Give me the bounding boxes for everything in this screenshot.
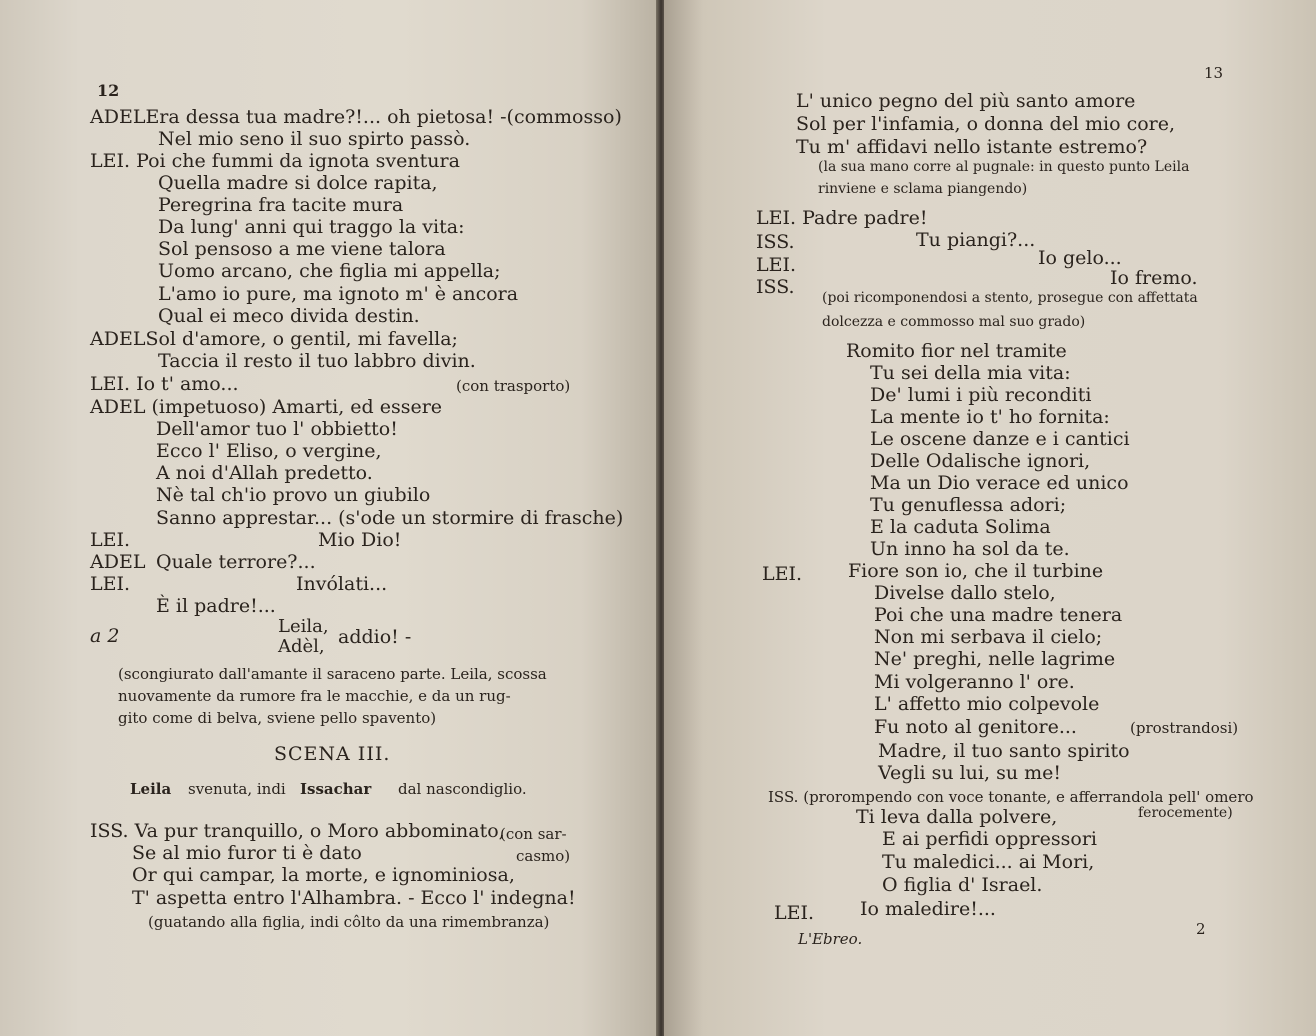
verse-line: Dell'amor tuo l' obbietto!: [156, 418, 398, 440]
verse-line: addio! -: [338, 626, 412, 648]
verse-line: Io fremo.: [1110, 267, 1198, 289]
stage-direction: ISS. (prorompendo con voce tonante, e afferrandola pell' omero: [768, 788, 1254, 806]
verse-line: Nel mio seno il suo spirto passò.: [158, 128, 471, 150]
verse-line: Non mi serbava il cielo;: [874, 626, 1103, 648]
verse-line: Mio Dio!: [318, 529, 402, 551]
speaker-label: a 2: [90, 625, 120, 647]
verse-line: Romito fior nel tramite: [846, 340, 1067, 362]
verse-line: Peregrina fra tacite mura: [158, 194, 404, 216]
stage-direction: (guatando alla figlia, indi côlto da una rimembranza): [148, 913, 550, 931]
verse-line: Se al mio furor ti è dato: [132, 842, 362, 864]
speaker-label: LEI.: [774, 902, 815, 924]
stage-direction: (con sar-: [500, 825, 567, 843]
stage-direction: ferocemente): [1138, 805, 1233, 821]
verse-line: Tu m' affidavi nello istante estremo?: [796, 136, 1148, 158]
verse-line: LEI. Io t' amo...: [90, 373, 239, 395]
verse-line: L' unico pegno del più santo amore: [796, 90, 1136, 112]
verse-line: Divelse dallo stelo,: [874, 582, 1056, 604]
verse-line: Le oscene danze e i cantici: [870, 428, 1130, 450]
verse-line: Fiore son io, che il turbine: [848, 560, 1104, 582]
scene-description: svenuta, indi: [188, 780, 286, 798]
verse-line: T' aspetta entro l'Alhambra. - Ecco l' indegna!: [132, 887, 576, 909]
stage-direction: (la sua mano corre al pugnale: in questo punto Leila: [818, 159, 1190, 175]
stage-direction: gito come di belva, sviene pello spavento): [118, 709, 437, 727]
verse-line: De' lumi i più reconditi: [870, 384, 1092, 406]
verse-line: Mi volgeranno l' ore.: [874, 671, 1075, 693]
verse-line: ADEL (impetuoso) Amarti, ed essere: [90, 396, 443, 418]
stage-direction: (prostrandosi): [1130, 719, 1239, 737]
verse-line: La mente io t' ho fornita:: [870, 406, 1110, 428]
name-stack: Adèl,: [278, 636, 325, 657]
stage-direction: (scongiurato dall'amante il saraceno parte. Leila, scossa: [118, 665, 547, 683]
verse-line: Ne' preghi, nelle lagrime: [874, 648, 1116, 670]
verse-line: Sanno apprestar... (s'ode un stormire di frasche): [156, 507, 624, 529]
verse-line: Quella madre si dolce rapita,: [158, 172, 438, 194]
verse-line: Sol pensoso a me viene talora: [158, 238, 446, 260]
verse-line: Da lung' anni qui traggo la vita:: [158, 216, 465, 238]
verse-line: Ma un Dio verace ed unico: [870, 472, 1129, 494]
name-stack: Leila,: [278, 616, 329, 637]
verse-line: Qual ei meco divida destin.: [158, 305, 420, 327]
speaker-label: ISS.: [756, 231, 795, 253]
speaker-label: LEI.: [762, 563, 803, 585]
speaker-label: LEI.: [90, 529, 131, 551]
verse-line: Uomo arcano, che figlia mi appella;: [158, 260, 501, 282]
verse-line: Ti leva dalla polvere,: [856, 806, 1058, 828]
verse-line: LEI. Padre padre!: [756, 207, 928, 229]
verse-line: Un inno ha sol da te.: [870, 538, 1070, 560]
page-number: 13: [1204, 64, 1224, 82]
verse-line: Tu sei della mia vita:: [870, 362, 1071, 384]
page-number: 12: [97, 81, 120, 100]
verse-line: L' affetto mio colpevole: [874, 693, 1100, 715]
stage-direction: rinviene e sclama piangendo): [818, 181, 1028, 197]
verse-line: Poi che una madre tenera: [874, 604, 1123, 626]
verse-line: L'amo io pure, ma ignoto m' è ancora: [158, 283, 519, 305]
verse-line: LEI. Poi che fummi da ignota sventura: [90, 150, 460, 172]
verse-line: Invólati...: [296, 573, 388, 595]
verse-line: Io gelo...: [1038, 247, 1122, 269]
verse-line: ISS. Va pur tranquillo, o Moro abbominato,: [90, 820, 505, 842]
verse-line: Or qui campar, la morte, e ignominiosa,: [132, 864, 515, 886]
speaker-label: LEI.: [90, 573, 131, 595]
character-name: Leila: [130, 780, 172, 798]
verse-line: E ai perfidi oppressori: [882, 828, 1097, 850]
right-page: [664, 0, 1316, 1036]
signature-mark: L'Ebreo.: [798, 930, 863, 948]
speaker-label: ISS.: [756, 276, 795, 298]
gathering-mark: 2: [1196, 920, 1206, 938]
verse-line: Vegli su lui, su me!: [878, 762, 1061, 784]
verse-line: Sol per l'infamia, o donna del mio core,: [796, 113, 1176, 135]
verse-line: Tu piangi?...: [916, 229, 1036, 251]
stage-direction: (poi ricomponendosi a stento, prosegue con affettata: [822, 290, 1198, 306]
verse-line: È il padre!...: [156, 595, 276, 617]
verse-line: Ecco l' Eliso, o vergine,: [156, 440, 382, 462]
verse-line: Madre, il tuo santo spirito: [878, 740, 1130, 762]
scene-description: dal nascondiglio.: [398, 780, 527, 798]
verse-line: Quale terrore?...: [156, 551, 316, 573]
verse-line: ADELEra dessa tua madre?!... oh pietosa! -(commosso): [90, 106, 622, 128]
character-name: Issachar: [300, 780, 372, 798]
stage-direction: casmo): [516, 847, 571, 865]
verse-line: Tu genuflessa adori;: [870, 494, 1067, 516]
verse-line: Taccia il resto il tuo labbro divin.: [158, 350, 476, 372]
verse-line: Tu maledici... ai Mori,: [882, 851, 1095, 873]
stage-direction: nuovamente da rumore fra le macchie, e da un rug-: [118, 687, 511, 705]
verse-line: A noi d'Allah predetto.: [156, 462, 373, 484]
verse-line: O figlia d' Israel.: [882, 874, 1043, 896]
stage-direction: (con trasporto): [456, 377, 571, 395]
verse-line: Io maledire!...: [860, 898, 996, 920]
scene-heading: SCENA III.: [274, 743, 391, 765]
stage-direction: dolcezza e commosso mal suo grado): [822, 314, 1086, 330]
verse-line: Fu noto al genitore...: [874, 716, 1077, 738]
verse-line: Delle Odalische ignori,: [870, 450, 1091, 472]
speaker-label: ADEL: [90, 551, 146, 573]
verse-line: E la caduta Solima: [870, 516, 1051, 538]
speaker-label: LEI.: [756, 254, 797, 276]
verse-line: ADELSol d'amore, o gentil, mi favella;: [90, 328, 458, 350]
verse-line: Nè tal ch'io provo un giubilo: [156, 484, 431, 506]
